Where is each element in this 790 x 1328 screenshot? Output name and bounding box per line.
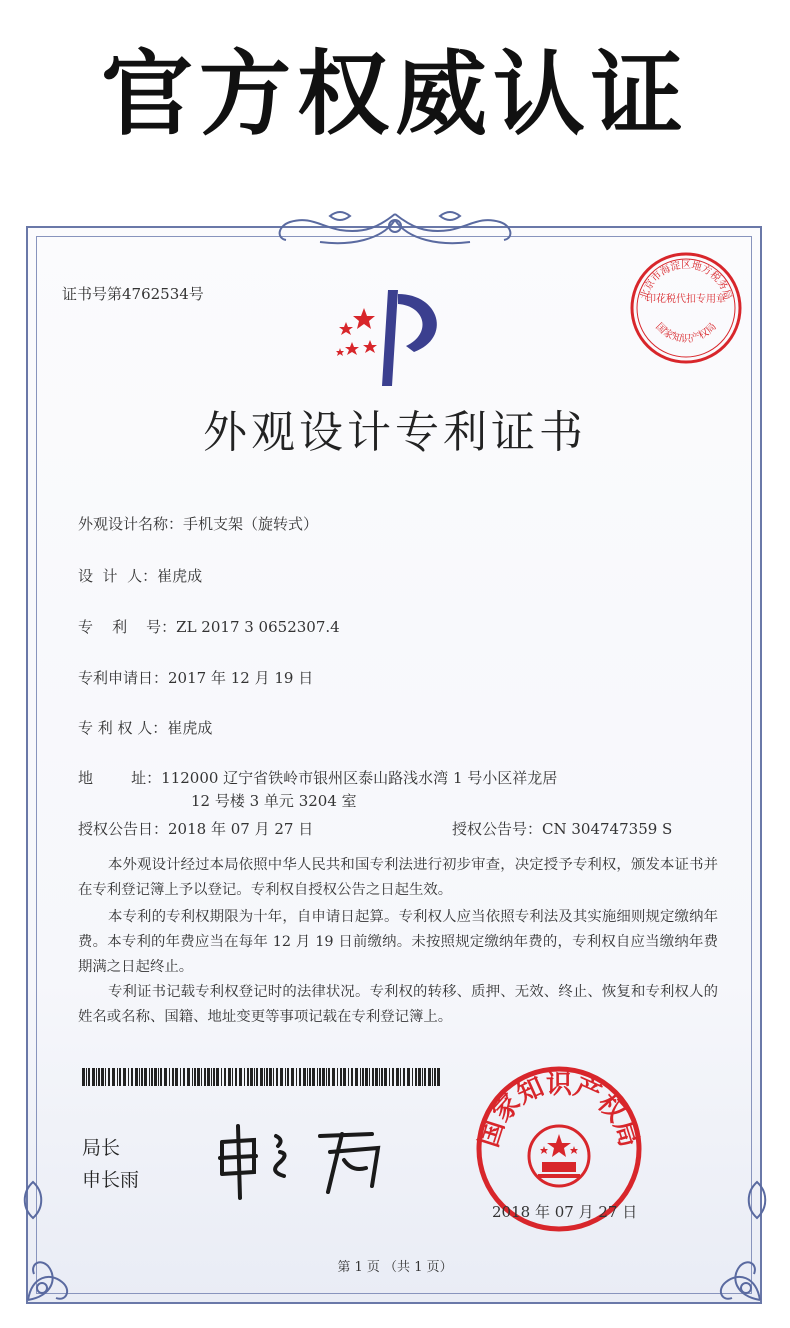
barcode-bar <box>105 1068 106 1086</box>
barcode-bar <box>180 1068 181 1086</box>
certificate-title: 外观设计专利证书 <box>203 407 587 458</box>
announce-number-value: CN 304747359 S <box>542 820 673 838</box>
paragraph-legal-status: 专利证书记载专利权登记时的法律状况。专利权的转移、质押、无效、终止、恢复和专利权人的姓名或名称、国籍、地址变更等事项记载在专利登记簿上。 <box>78 984 718 1025</box>
barcode-bar <box>322 1068 325 1086</box>
barcode-bar <box>276 1068 278 1086</box>
patent-number-row <box>78 616 340 637</box>
barcode-bar <box>269 1068 272 1086</box>
barcode-bar <box>351 1068 353 1086</box>
barcode-bar <box>369 1068 370 1086</box>
barcode-bar <box>340 1068 342 1086</box>
barcode-bar <box>98 1068 100 1086</box>
barcode-bar <box>119 1068 121 1086</box>
barcode-bar <box>141 1068 143 1086</box>
barcode-bar <box>375 1068 378 1086</box>
barcode-bar <box>422 1068 423 1086</box>
barcode-bar <box>379 1068 380 1086</box>
barcode-bar <box>332 1068 335 1086</box>
filing-date-label: 专利申请日： <box>78 669 169 687</box>
barcode-bar <box>183 1068 185 1086</box>
signature-icon <box>210 1112 410 1202</box>
barcode-bar <box>319 1068 321 1086</box>
barcode-bar <box>396 1068 399 1086</box>
barcode-bar <box>412 1068 413 1086</box>
barcode-bar <box>228 1068 231 1086</box>
barcode-bar <box>309 1068 311 1086</box>
barcode-bar <box>307 1068 308 1086</box>
patentee-value: 崔虎成 <box>167 719 213 737</box>
barcode-bar <box>285 1068 286 1086</box>
address-label: 地 址： <box>78 769 162 787</box>
barcode-bar <box>337 1068 338 1086</box>
barcode-bar <box>256 1068 258 1086</box>
barcode-bar <box>224 1068 226 1086</box>
barcode-bar <box>123 1068 126 1086</box>
barcode-bar <box>192 1068 193 1086</box>
page-footer: 第 1 页 （共 1 页） <box>337 1260 453 1275</box>
design-name-row <box>78 513 318 534</box>
barcode-bar <box>299 1068 301 1086</box>
design-name-value: 手机支架（旋转式） <box>183 515 319 533</box>
barcode-bar <box>250 1068 253 1086</box>
barcode-bar <box>360 1068 361 1086</box>
barcode-bar <box>213 1068 215 1086</box>
barcode-bar <box>280 1068 283 1086</box>
paragraph-term: 本专利的专利权期限为十年，自申请日起算。专利权人应当依照专利法及其实施细则规定缴纳年费。本专利的年费应当在每年 12 月 19 日前缴纳。未按照规定缴纳年费的，专利权自应当缴纳年费期满之日起终止。 <box>78 909 718 975</box>
barcode-bar <box>128 1068 129 1086</box>
designer-value: 崔虎成 <box>157 567 203 585</box>
barcode-bar <box>407 1068 410 1086</box>
signatory-title: 局长 <box>82 1137 121 1159</box>
barcode-bar <box>291 1068 294 1086</box>
barcode-bar <box>232 1068 233 1086</box>
barcode-bar <box>437 1068 440 1086</box>
patent-number-label: 专 利 号： <box>78 618 177 636</box>
barcode-bar <box>207 1068 210 1086</box>
barcode-bar <box>355 1068 358 1086</box>
barcode-bar <box>101 1068 104 1086</box>
barcode-bar <box>154 1068 157 1086</box>
barcode-bar <box>287 1068 289 1086</box>
address-row <box>78 767 557 788</box>
barcode-bar <box>135 1068 138 1086</box>
designer-label: 设 计 人： <box>78 567 158 585</box>
left-side-ornament-icon <box>18 1180 48 1220</box>
barcode-bar <box>139 1068 140 1086</box>
signatory-name: 申长雨 <box>82 1169 140 1191</box>
right-side-ornament-icon <box>742 1180 772 1220</box>
filing-date-value: 2017 年 12 月 19 日 <box>168 669 314 687</box>
barcode-bar <box>175 1068 178 1086</box>
barcode-bar <box>96 1068 97 1086</box>
seal-ring-text: 国家知识产权局 <box>474 1069 644 1151</box>
patentee-row <box>78 717 212 738</box>
barcode-bar <box>343 1068 346 1086</box>
patent-office-logo-icon <box>330 286 460 390</box>
barcode-bar <box>88 1068 90 1086</box>
barcode-bar <box>415 1068 417 1086</box>
barcode-bar <box>303 1068 306 1086</box>
barcode-bar <box>381 1068 383 1086</box>
announce-number-row <box>452 818 672 839</box>
patent-number-value: ZL 2017 3 0652307.4 <box>176 618 340 636</box>
barcode-bar <box>326 1068 327 1086</box>
barcode-bar <box>221 1068 222 1086</box>
seal-date: 2018 年 07 月 27 日 <box>492 1203 638 1221</box>
headline-banner: 官方权威认证 <box>100 41 689 148</box>
barcode-bar <box>362 1068 364 1086</box>
barcode-bar <box>211 1068 212 1086</box>
barcode-bar <box>418 1068 421 1086</box>
barcode-bar <box>365 1068 368 1086</box>
barcode-bar <box>260 1068 263 1086</box>
barcode-bar <box>247 1068 249 1086</box>
barcode-bar <box>204 1068 206 1086</box>
barcode-bar <box>149 1068 150 1086</box>
barcode-bar <box>328 1068 330 1086</box>
barcode-bar <box>392 1068 394 1086</box>
tax-seal-ring-text: 北京市海淀区地方税务局 <box>638 260 734 302</box>
barcode-bar <box>254 1068 255 1086</box>
barcode-icon <box>82 1068 442 1086</box>
certificate-number: 证书号第4762534号 <box>62 285 204 303</box>
tax-seal-icon <box>628 250 744 366</box>
barcode-bar <box>312 1068 315 1086</box>
barcode-bar <box>172 1068 174 1086</box>
barcode-bar <box>158 1068 159 1086</box>
barcode-bar <box>216 1068 219 1086</box>
barcode-bar <box>296 1068 297 1086</box>
barcode-bar <box>82 1068 85 1086</box>
barcode-bar <box>266 1068 268 1086</box>
paragraph-grant: 本外观设计经过本局依照中华人民共和国专利法进行初步审查，决定授予专利权，颁发本证书并在专利登记簿上予以登记。专利权自授权公告之日起生效。 <box>78 857 718 898</box>
barcode-bar <box>112 1068 115 1086</box>
announce-date-row <box>78 818 313 839</box>
tax-seal-bottom-text: 国家知识产权局 <box>653 321 719 345</box>
barcode-bar <box>164 1068 167 1086</box>
barcode-bar <box>424 1068 426 1086</box>
barcode-bar <box>151 1068 153 1086</box>
barcode-bar <box>144 1068 147 1086</box>
address-line2: 12 号楼 3 单元 3204 室 <box>191 792 357 810</box>
barcode-bar <box>428 1068 431 1086</box>
barcode-bar <box>160 1068 162 1086</box>
barcode-bar <box>131 1068 133 1086</box>
barcode-bar <box>86 1068 87 1086</box>
barcode-bar <box>372 1068 374 1086</box>
patentee-label: 专 利 权 人： <box>78 719 168 737</box>
barcode-bar <box>187 1068 190 1086</box>
barcode-bar <box>264 1068 265 1086</box>
announce-date-value: 2018 年 07 月 27 日 <box>168 820 314 838</box>
barcode-bar <box>400 1068 401 1086</box>
address-line2-row <box>191 790 357 811</box>
filing-date-row <box>78 667 313 688</box>
barcode-bar <box>434 1068 436 1086</box>
barcode-bar <box>201 1068 202 1086</box>
barcode-bar <box>432 1068 433 1086</box>
barcode-bar <box>317 1068 318 1086</box>
barcode-bar <box>92 1068 95 1086</box>
barcode-bar <box>273 1068 274 1086</box>
barcode-bar <box>108 1068 110 1086</box>
designer-row <box>78 565 202 586</box>
barcode-bar <box>235 1068 237 1086</box>
design-name-label: 外观设计名称： <box>78 515 184 533</box>
tax-seal-center-text: 印花税代扣专用章 <box>646 294 726 305</box>
barcode-bar <box>197 1068 200 1086</box>
barcode-bar <box>403 1068 405 1086</box>
announce-date-label: 授权公告日： <box>78 820 169 838</box>
barcode-bar <box>194 1068 196 1086</box>
barcode-bar <box>348 1068 349 1086</box>
barcode-bar <box>384 1068 387 1086</box>
svg-text:国家知识产权局 <box>653 321 718 345</box>
barcode-bar <box>117 1068 118 1086</box>
barcode-bar <box>239 1068 242 1086</box>
barcode-bar <box>169 1068 170 1086</box>
top-ornament-icon <box>270 206 520 252</box>
announce-number-label: 授权公告号： <box>452 820 543 838</box>
barcode-bar <box>244 1068 245 1086</box>
address-line1: 112000 辽宁省铁岭市银州区泰山路浅水湾 1 号小区祥龙居 <box>161 769 558 787</box>
barcode-bar <box>389 1068 390 1086</box>
